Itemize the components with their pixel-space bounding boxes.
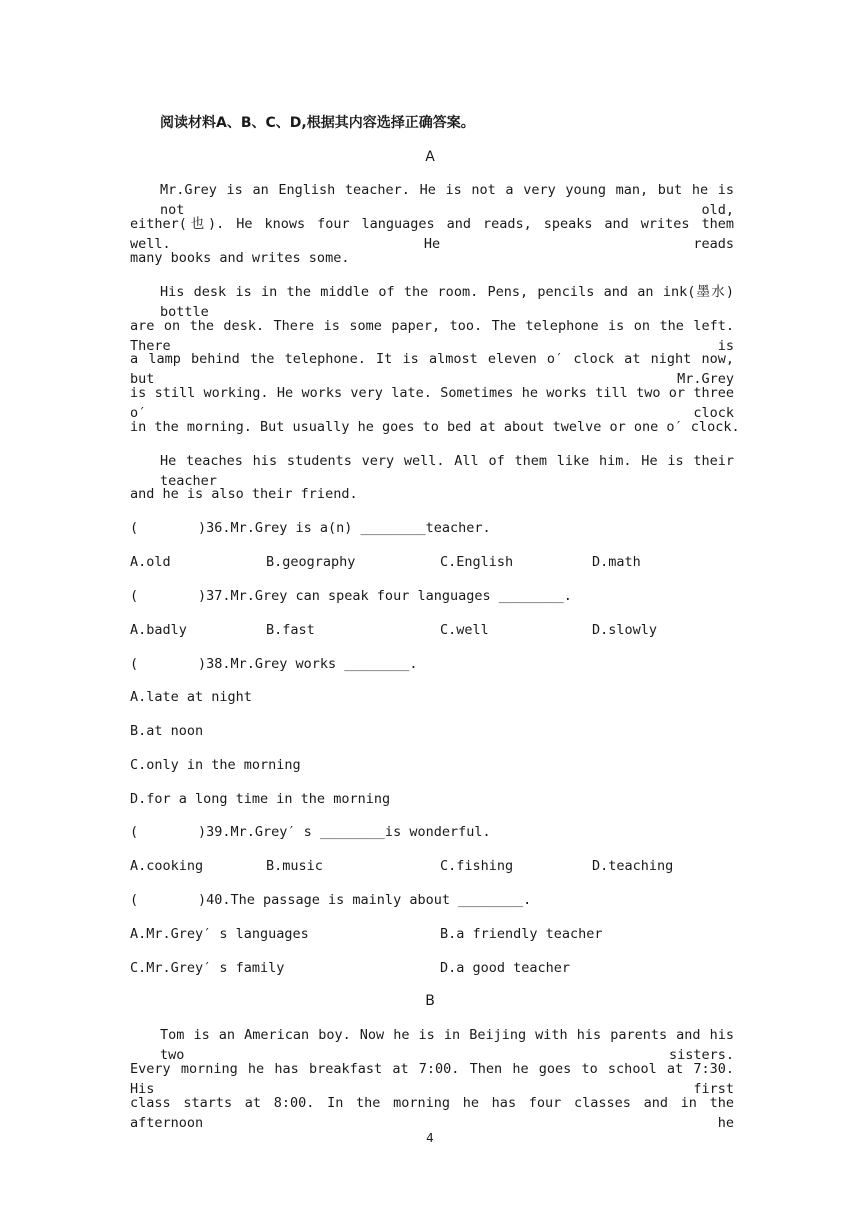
option-d: D.teaching [592, 858, 674, 874]
question-39 [130, 822, 491, 842]
passage-a-line: He teaches his students very well. All of them like him. He is their teacher [160, 453, 734, 489]
passage-b-line: Every morning he has breakfast at 7:00. Then he goes to school at 7:30. His first [130, 1061, 734, 1097]
option-a: A.old [130, 554, 171, 570]
passage-a-line: many books and writes some. [130, 250, 350, 266]
option-d: D.slowly [592, 622, 658, 638]
option-c: C.only in the morning [130, 757, 301, 773]
question-stem: )39.Mr.Grey′ s ________is wonderful. [198, 824, 491, 840]
passage-a-line: His desk is in the middle of the room. Pens, pencils and an ink(墨水) bottle [160, 284, 734, 320]
option-d: D.math [592, 554, 641, 570]
instruction: 阅读材料A、B、C、D,根据其内容选择正确答案。 [160, 115, 475, 131]
answer-blank: ( [130, 520, 139, 536]
question-37 [130, 586, 572, 606]
question-stem: )36.Mr.Grey is a(n) ________teacher. [198, 520, 491, 536]
answer-blank: ( [130, 892, 139, 908]
passage-a-line: a lamp behind the telephone. It is almost eleven o′ clock at night now, but Mr.Grey [130, 351, 734, 387]
answer-blank: ( [130, 588, 139, 604]
option-c: C.well [440, 622, 489, 638]
question-40 [130, 890, 531, 910]
page-number: 4 [426, 1131, 434, 1145]
passage-b-line: Tom is an American boy. Now he is in Beijing with his parents and his two sisters. [160, 1027, 734, 1063]
option-c: C.fishing [440, 858, 514, 874]
option-c: C.Mr.Grey′ s family [130, 960, 285, 976]
option-a: A.badly [130, 622, 187, 638]
question-stem: )38.Mr.Grey works ________. [198, 656, 418, 672]
passage-b-line: class starts at 8:00. In the morning he has four classes and in the afternoon he [130, 1095, 734, 1131]
option-a: A.late at night [130, 689, 252, 705]
option-a: A.Mr.Grey′ s languages [130, 926, 309, 942]
answer-blank: ( [130, 824, 139, 840]
option-b: B.a friendly teacher [440, 926, 603, 942]
question-stem: )40.The passage is mainly about ________. [198, 892, 532, 908]
question-38 [130, 654, 417, 674]
passage-a-line: are on the desk. There is some paper, too. The telephone is on the left. There is [130, 318, 734, 354]
option-a: A.cooking [130, 858, 204, 874]
passage-a-line: either(也). He knows four languages and reads, speaks and writes them well. He reads [130, 216, 734, 252]
passage-a-line: and he is also their friend. [130, 486, 358, 502]
question-stem: )37.Mr.Grey can speak four languages ________. [198, 588, 572, 604]
option-b: B.fast [266, 622, 315, 638]
option-b: B.at noon [130, 723, 204, 739]
question-36 [130, 518, 491, 538]
passage-b-title: B [425, 993, 435, 1009]
passage-a-line: is still working. He works very late. Sometimes he works till two or three o′ clock [130, 385, 734, 421]
option-b: B.geography [266, 554, 356, 570]
option-c: C.English [440, 554, 514, 570]
passage-a-title: A [425, 149, 435, 165]
answer-blank: ( [130, 656, 139, 672]
passage-a-line: Mr.Grey is an English teacher. He is not a very young man, but he is not old, [160, 182, 734, 218]
option-d: D.a good teacher [440, 960, 571, 976]
option-b: B.music [266, 858, 323, 874]
passage-a-line: in the morning. But usually he goes to bed at about twelve or one o′ clock. [130, 419, 740, 435]
option-d: D.for a long time in the morning [130, 791, 391, 807]
